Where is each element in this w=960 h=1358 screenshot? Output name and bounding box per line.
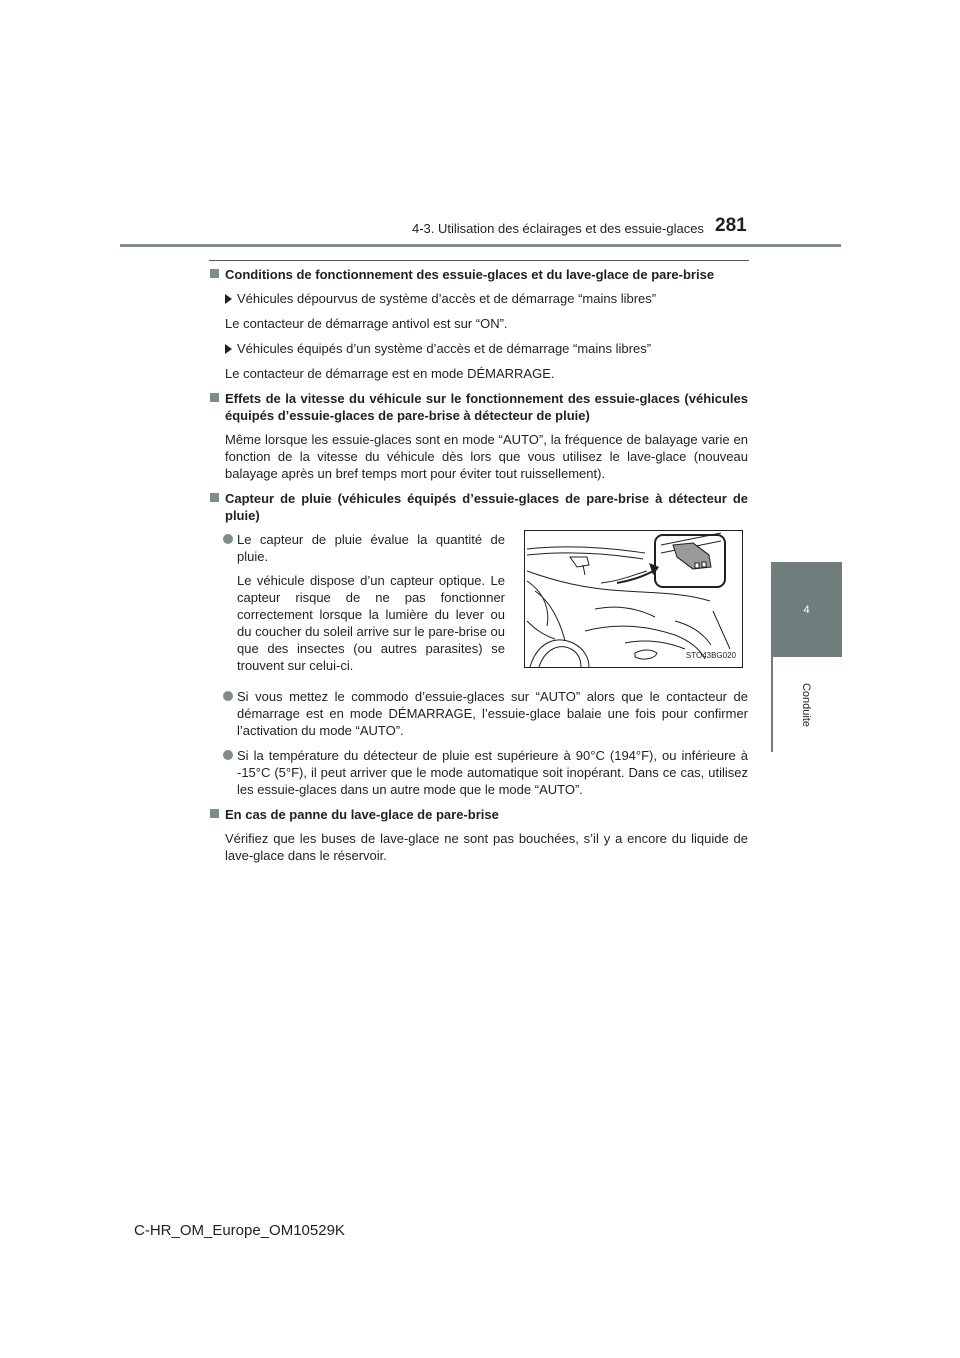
square-bullet-icon [210, 809, 219, 818]
rain-sensor-block [209, 531, 748, 680]
square-bullet-icon [210, 269, 219, 278]
case-text-no-smart-entry: Le contacteur de démarrage antivol est sur “ON”. [225, 316, 508, 331]
square-bullet-icon [210, 493, 219, 502]
round-bullet-icon [223, 750, 233, 760]
round-bullet-icon [223, 534, 233, 544]
rain-sensor-bullet-1-detail: Le véhicule dispose d’un capteur optique. Le capteur risque de ne pas fonctionner correctement lorsque la lumière du lever ou du coucher du soleil arrive sur le pare-brise ou que des insectes (ou autres parasites) se trouvent sur celui-ci. [237, 573, 505, 673]
chapter-tab-number [771, 562, 842, 657]
chapter-number: 4 [803, 603, 810, 616]
rain-sensor-text [209, 531, 505, 674]
rain-sensor-figure [524, 530, 743, 668]
chapter-label: Conduite [800, 682, 813, 727]
page-number: 281 [715, 215, 747, 236]
rain-sensor-bullet-2: Si vous mettez le commodo d’essuie-glaces sur “AUTO” alors que le contacteur de démarrage est en mode DÉMARRAGE, l’essuie-glace balaie une fois pour confirmer l’activation du mode “AUTO”. [209, 688, 748, 739]
rain-sensor-bullet-3: Si la température du détecteur de pluie est supérieure à 90°C (194°F), ou inférieure à -15°C (5°F), il peut arriver que le mode automatique soit inopérant. Dans ce cas, utilisez les essuie-glaces dans un autre mode que le mode “AUTO”. [209, 747, 748, 798]
round-bullet-icon [223, 691, 233, 701]
case-label-no-smart-entry: Véhicules dépourvus de système d’accès et de démarrage “mains libres” [209, 290, 748, 307]
triangle-right-icon [225, 294, 232, 304]
rain-sensor-bullet-1: Le capteur de pluie évalue la quantité de pluie. [209, 531, 505, 565]
case-label-smart-entry: Véhicules équipés d’un système d’accès et de démarrage “mains libres” [209, 340, 748, 357]
page-content [209, 266, 748, 872]
figure-code: STO43BG020 [685, 651, 736, 660]
header-section-title: 4-3. Utilisation des éclairages et des essuie-glaces [412, 221, 704, 236]
document-id: C-HR_OM_Europe_OM10529K [134, 1222, 345, 1239]
triangle-right-icon [225, 344, 232, 354]
heading-rain-sensor: Capteur de pluie (véhicules équipés d’essuie-glaces de pare-brise à détecteur de pluie) [209, 490, 748, 524]
heading-speed-effects: Effets de la vitesse du véhicule sur le fonctionnement des essuie-glaces (véhicules équipés d’essuie-glaces de pare-brise à détecteur de pluie) [209, 390, 748, 424]
square-bullet-icon [210, 393, 219, 402]
header-rule [120, 244, 841, 247]
heading-operating-conditions: Conditions de fonctionnement des essuie-glaces et du lave-glace de pare-brise [209, 266, 748, 283]
content-divider [209, 260, 749, 261]
chapter-tab-label [771, 657, 842, 752]
case-text-smart-entry: Le contacteur de démarrage est en mode DÉMARRAGE. [225, 366, 555, 381]
washer-failure-text: Vérifiez que les buses de lave-glace ne sont pas bouchées, s’il y a encore du liquide de lave-glace dans le réservoir. [225, 831, 748, 863]
speed-effects-text: Même lorsque les essuie-glaces sont en mode “AUTO”, la fréquence de balayage varie en fonction de la vitesse du véhicule dès lors que vous utilisez le lave-glace (nouveau balayage après un bref temps mort pour éviter tout ruissellement). [225, 432, 748, 481]
heading-washer-failure: En cas de panne du lave-glace de pare-brise [209, 806, 748, 823]
